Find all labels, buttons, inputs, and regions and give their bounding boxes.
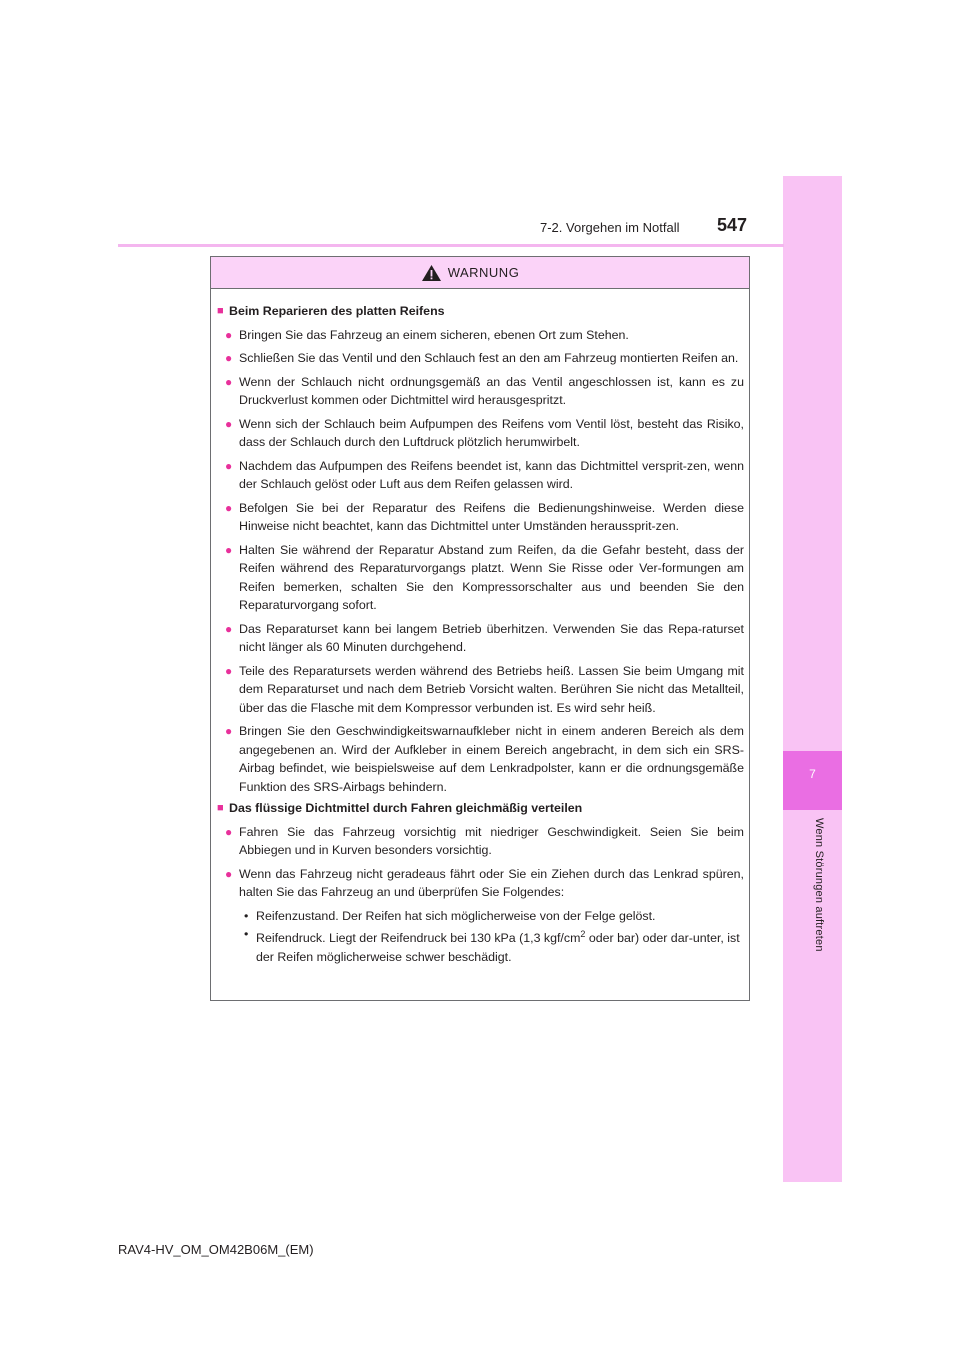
section-heading [217,799,744,818]
circle-bullet-icon: ● [225,374,233,389]
section-title: 7-2. Vorgehen im Notfall [540,220,680,235]
circle-bullet-icon: ● [225,824,233,839]
list-item-text: Schließen Sie das Ventil und den Schlauch fest an den am Fahrzeug montierten Reifen an. [239,351,739,365]
list-item-text: Fahren Sie das Fahrzeug vorsichtig mit niedriger Geschwindigkeit. Seien Sie beim Abbiegen und in Kurven besonders vorsichtig. [239,824,744,857]
list-item [217,823,744,860]
circle-bullet-icon: ● [225,866,233,881]
chapter-number: 7 [809,767,816,781]
superscript: 2 [580,929,586,939]
list-item [217,326,744,345]
sub-text-cont: oder bar) oder dar-unter, ist der Reifen möglicherweise schwer beschädigt. [256,931,740,964]
sub-list-item-text [256,907,655,926]
list-item [217,662,744,718]
sub-bullet-icon: • [244,927,249,941]
list-item [217,620,744,657]
side-tab-strip [783,176,842,1182]
square-bullet-icon: ■ [217,305,224,317]
list-item [217,457,744,494]
list-item-text: Bringen Sie das Fahrzeug an einem sicheren, ebenen Ort zum Stehen. [239,327,629,342]
circle-bullet-icon: ● [225,500,233,515]
list-item [217,499,744,536]
header-rule [118,244,784,247]
list-item-text: Das Reparaturset kann bei langem Betrieb überhitzen. Verwenden Sie das Repa-raturset nicht länger als 60 Minuten durchgehend. [239,621,744,654]
list-item-text: Wenn das Fahrzeug nicht geradeaus fährt oder Sie ein Ziehen durch das Lenkrad spüren, halten Sie das Fahrzeug an und überprüfen Sie Folgendes: [239,866,744,899]
list-item [217,415,744,452]
list-item-text: Teile des Reparatursets werden während des Betriebs heiß. Lassen Sie beim Umgang mit dem Reparaturset und nach dem Betrieb Vorsicht walten. Berühren Sie nicht das Metallteil, über das die Flasche mit dem Kompressor verbunden ist. Es wird sehr heiß. [239,663,744,715]
section-heading-text: Beim Reparieren des platten Reifens [229,304,445,318]
list-item-text: Nachdem das Aufpumpen des Reifens beendet ist, kann das Dichtmittel versprit-zen, wenn der Schlauch gelöst oder Luft aus dem Reifen gelassen wird. [239,458,744,491]
list-item-text: Befolgen Sie bei der Reparatur des Reifens die Bedienungshinweise. Werden diese Hinweise nicht beachtet, kann das Dichtmittel unter Umständen heraussprit-zen. [239,500,744,533]
square-bullet-icon: ■ [217,802,224,814]
list-item-text: Bringen Sie den Geschwindigkeitswarnaufkleber nicht in einem anderen Bereich als dem angegebenen an. Wird der Aufkleber in einem Bereich angebracht, in dem sich ein SRS-Airbag befindet, wie beispielsweise auf dem Lenkradpolster, kann er die ordnungsgemäße Funktion des SRS-Airbags behindern. [239,724,744,794]
circle-bullet-icon: ● [225,663,233,678]
page-number: 547 [717,215,748,235]
doc-code: RAV4-HV_OM_OM42B06M_(EM) [118,1242,314,1257]
sub-list-item [244,925,744,966]
list-item [217,349,744,368]
list-item [217,541,744,615]
circle-bullet-icon: ● [225,416,233,431]
list-item-text: Wenn der Schlauch nicht ordnungsgemäß an das Ventil angeschlossen ist, kann es zu Druckverlust kommen oder Dichtmittel wird herausgespritzt. [239,374,744,407]
list-item [217,865,744,902]
sub-text-main: Reifenzustand. Der Reifen hat sich möglicherweise von der Felge gelöst. [256,908,656,923]
sub-bullet-icon: • [244,908,249,923]
warning-triangle-icon [421,264,442,282]
circle-bullet-icon: ● [225,351,233,365]
circle-bullet-icon: ● [225,542,233,557]
warning-header [211,257,749,289]
sub-list [217,907,744,967]
sub-text-main: Reifendruck. Liegt der Reifendruck bei 130 kPa (1,3 kgf/cm [256,931,581,946]
warning-box [210,256,750,1001]
circle-bullet-icon: ● [225,327,233,342]
section-heading-text: Das flüssige Dichtmittel durch Fahren gleichmäßig verteilen [229,801,583,815]
list-item-text: Wenn sich der Schlauch beim Aufpumpen des Reifens vom Ventil löst, besteht das Risiko, dass der Schlauch durch den Luftdruck plötzlich herumwirbelt. [239,416,744,449]
section-heading [217,302,744,321]
circle-bullet-icon: ● [225,458,233,473]
warning-content [211,289,749,966]
sub-list-item [244,907,744,926]
circle-bullet-icon: ● [225,621,233,636]
warning-title: WARNUNG [447,265,520,280]
circle-bullet-icon: ● [225,724,233,738]
sub-list-item-text [256,925,744,966]
list-item [217,722,744,796]
chapter-title: Wenn Störungen auftreten [813,818,825,952]
list-item-text: Halten Sie während der Reparatur Abstand zum Reifen, da die Gefahr besteht, dass der Reifen während des Reparaturvorgangs platzt. Wenn Sie Risse oder Ver-formungen am Reifen bemerken, schalten Sie den Kompressorschalter aus und beenden Sie den Reparaturvorgang sofort. [239,542,744,612]
list-item [217,373,744,410]
